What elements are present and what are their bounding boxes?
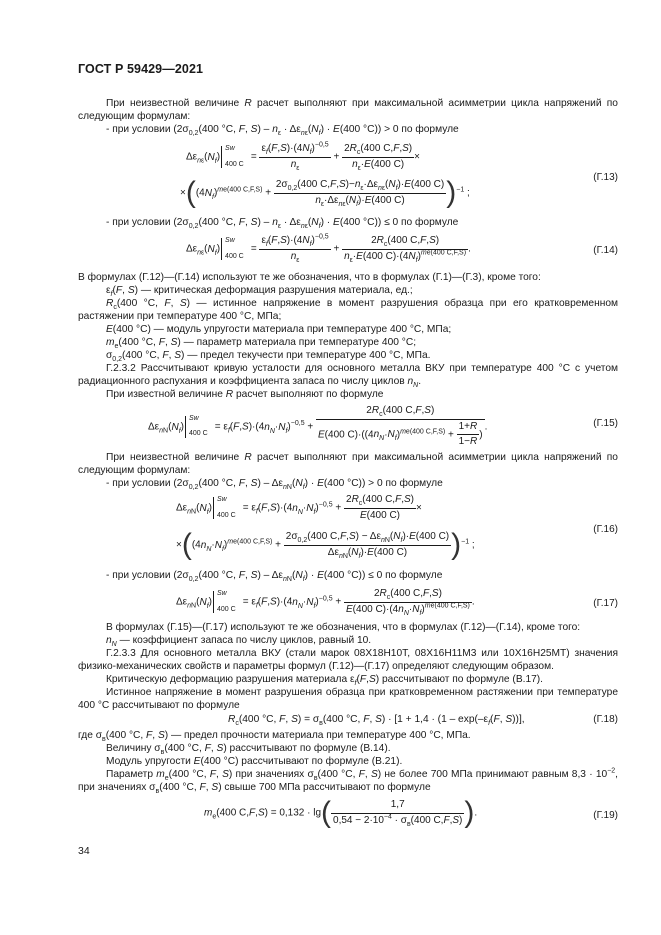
formula-label-g14: (Г.14) — [593, 245, 618, 256]
formula-g15: $\Delta\varepsilon_{nN}(N_f)$ Sw 400 C = $\varepsilon_f(F,S)\cdot(4n_N\cdot N_f)^{-0,5}$ + $2R_c(400$ C,F,S) E(400 $C)\cdot((4n_N\cdot N_f)^{me(400 C,F,S)}$ + $\frac{1+R}{1-R}$ ) . — [148, 405, 488, 448]
definition-nn: $n_N$ — коэффициент запаса по числу циклов, равный 10. — [106, 635, 372, 649]
condition-g13: - при условии ($2\sigma_{0,2}(400$ °C, F, $S) - n_\varepsilon \cdot \Delta\varepsilon_{n\varepsilon}(N_f) \cdot E(400$ °C)) > 0 по формуле — [106, 124, 459, 138]
paragraph-defs-intro: В формулах (Г.12)—(Г.14) используют те же обозначения, что в формулах (Г.1)—(Г.3), кроме того: — [78, 272, 541, 283]
paragraph-true-stress: Истинное напряжение в момент разрушения образца при кратковременном растяжении при температуре 400 °C рассчитывают по формуле — [78, 687, 618, 711]
paragraph-defs2: В формулах (Г.15)—(Г.17) используют те же обозначения, что в формулах (Г.12)—(Г.14), кроме того: — [106, 622, 581, 633]
paragraph-me-param: Параметр $m_e(400$ °C, F, S) при значениях $\sigma_в(400$ °C, F, S) не более 700 МПа принимают равным $8,3 \cdot 10^{-2}$, при значениях $\sigma_в(400$ °C, F, S) свыше 700 МПа рассчитывают по формуле — [78, 767, 619, 795]
document-header: ГОСТ Р 59429—2021 — [78, 62, 204, 76]
page-number: 34 — [78, 845, 90, 857]
condition-g14: - при условии ($2\sigma_{0,2}(400$ °C, F, $S) - n_\varepsilon \cdot \Delta\varepsilon_{n\varepsilon}(N_f) \cdot E(400$ °C)) ≤ 0 по формуле — [106, 217, 459, 231]
section-g233: Г.2.3.3 Для основного металла ВКУ (стали марок 08Х18Н10Т, 08Х16Н11М3 или 10Х16Н25МТ) значения физико-механических свойств и параметры формул (Г.12)—(Г.17) определяют следующим образом. — [78, 648, 618, 672]
formula-label-g16: (Г.16) — [593, 524, 618, 535]
paragraph-crit-def: Критическую деформацию разрушения материала $\varepsilon_f(F,S)$ рассчитывают по формуле (В.17). — [106, 674, 543, 688]
formula-g13-line1: $\Delta\varepsilon_{n\varepsilon}(N_f)$ Sw 400 C = $\frac{\varepsilon_f(F,S)\cdot(4N_f)^{-0,5}}{n_\varepsilon}$ + $\frac{2R_c(400 C,F,S)}{n_\varepsilon\cdot E(400 C)}$ × — [186, 141, 420, 172]
formula-label-g13: (Г.13) — [593, 172, 618, 183]
condition-g16: - при условии ($2\sigma_{0,2}(400$ °C, F, $S) - \Delta\varepsilon_{nN}(N_f) \cdot E(400$ °C)) > 0 по формуле — [106, 478, 443, 492]
section-g232: Г.2.3.2 Рассчитывают кривую усталости для основного металла ВКУ при температуре 400 °C с учетом радиационного распухания и коэффициента запаса по числу циклов $n_N$. — [78, 363, 618, 389]
formula-g16-line2: $\times((4n_N\cdot N_f)^{me(400 C,F,S)}$ + $\frac{2\sigma_{0,2}(400 C,F,S) - \Delta\varepsilon_{nN}(N_f)\cdot E(400 C)}{\Delta\varepsilon_{nN}(N_f)\cdot E(400 C)}$ )$^{-1}$ ; — [176, 528, 475, 561]
definition-sigma: $\sigma_{0,2}(400$ °C, F, S) — предел текучести при температуре 400 °C, МПа. — [106, 350, 431, 364]
formula-g17: $\Delta\varepsilon_{nN}(N_f)$ Sw 400 C = $\varepsilon_f(F,S)\cdot(4n_N\cdot N_f)^{-0,5}$ + $\frac{2R_c(400 C,F,S)}{E(400 C)\cdot(4n_N\cdot N_f)^{me(400 C,F,S)}}$ . — [176, 588, 475, 617]
formula-g13-line2: $\times((4N_f)^{me(400 C,F,S)}$ + $\frac{2\sigma_{0,2}(400 C,F,S)-n_\varepsilon\cdot\Delta\varepsilon_{n\varepsilon}(N_f)\cdot E(400 C)}{n_\varepsilon\cdot\Delta\varepsilon_{n\varepsilon}(N_f)\cdot E(400 C)}$ )$^{-1}$ ; — [180, 176, 470, 209]
definition-rc: $R_c(400$ °C, F, S) — истинное напряжение в момент разрушения образца при его кратковременном растяжении при температуре 400 °C, МПа; — [78, 298, 619, 322]
definition-e: E(400 °C) — модуль упругости материала при температуре 400 °C, МПа; — [106, 324, 452, 335]
formula-label-g18: (Г.18) — [593, 714, 618, 725]
formula-g14: $\Delta\varepsilon_{n\varepsilon}(N_f)$ Sw 400 C = $\frac{\varepsilon_f(F,S)\cdot(4N_f)^{-0,5}}{n_\varepsilon}$ + $\frac{2R_c(400 C,F,S)}{n_\varepsilon\cdot E(400 C)\cdot(4N_f)^{me(400 C,F,S)}}$ . — [186, 233, 471, 264]
formula-label-g15: (Г.15) — [593, 418, 618, 429]
definition-ef: $\varepsilon_f(F$, S) — критическая деформация разрушения материала, ед.; — [106, 285, 413, 299]
formula-g18: $R_c(400$ °C, F, $S) = \sigma_в(400$ °C, F, $S) \cdot [1 + 1,4 \cdot (1 - \exp(-\varepsilon_f(F$, S))], — [228, 714, 525, 728]
paragraph-unknown-r: При неизвестной величине R расчет выполняют при максимальной асимметрии цикла напряжений по следующим формулам: — [78, 98, 618, 122]
formula-label-g19: (Г.19) — [593, 810, 618, 821]
paragraph-e-calc: Модуль упругости E(400 °C) рассчитывают по формуле (В.21). — [106, 756, 403, 767]
paragraph-known-r: При известной величине R расчет выполняют по формуле — [106, 389, 384, 400]
formula-label-g17: (Г.17) — [593, 598, 618, 609]
definition-me: $m_e(400$ °C, F, S) — параметр материала при температуре 400 °C; — [106, 337, 417, 351]
formula-g19: $m_e(400$ C,F,S) = 0,132 · lg( $\frac{1,7}{0,54 - 2\cdot 10^{-4} \cdot \sigma_в(400 C,F,S)}$ ). — [204, 796, 478, 829]
paragraph-where-sb: где $\sigma_в(400$ °C, F, S) — предел прочности материала при температуре 400 °C, МПа. — [78, 730, 471, 744]
paragraph-unknown-r-2: При неизвестной величине R расчет выполняют при максимальной асимметрии цикла напряжений по следующим формулам: — [78, 452, 618, 476]
condition-g17: - при условии ($2\sigma_{0,2}(400$ °C, F, $S) - \Delta\varepsilon_{nN}(N_f) \cdot E(400$ °C)) ≤ 0 по формуле — [106, 570, 443, 584]
paragraph-sb-calc: Величину $\sigma_в(400$ °C, F, S) рассчитывают по формуле (В.14). — [106, 743, 391, 757]
formula-g16-line1: $\Delta\varepsilon_{nN}(N_f)$ Sw 400 C = $\varepsilon_f(F,S)\cdot(4n_N\cdot N_f)^{-0,5}$ + $\frac{2R_c(400 C,F,S)}{E(400 C)}$ × — [176, 494, 422, 521]
